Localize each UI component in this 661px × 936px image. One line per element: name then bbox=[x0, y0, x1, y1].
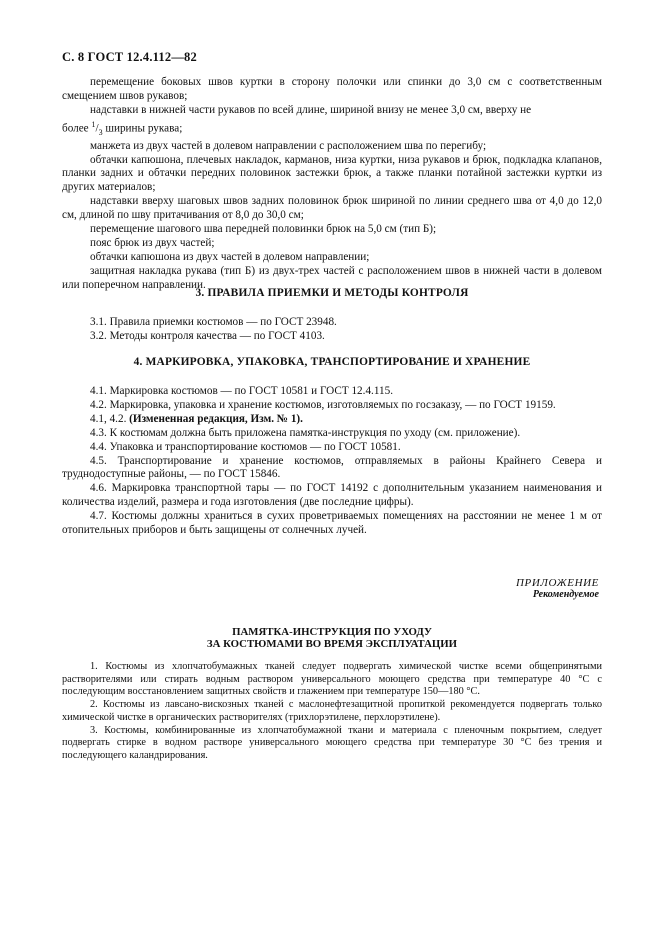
section-4-item: 4.1. Маркировка костюмов — по ГОСТ 10581 и ГОСТ 12.4.115. bbox=[90, 385, 394, 397]
section-4-item: 4.7. Костюмы должны храниться в сухих проветриваемых помещениях на расстоянии не менее 1 м от отопительных приборов и быть защищены от солнечных лучей. bbox=[62, 510, 602, 537]
intro-paragraph: защитная накладка рукава (тип Б) из двух-трех частей с расположением швов в нижней части в долевом или поперечном направлении. bbox=[62, 264, 602, 291]
memo-item: 3. Костюмы, комбинированные из хлопчатобумажной ткани и материала с пленочным покрытием, следует подвергать стирке в водном растворе универсального моющего средства при температуре 30 °С без трения и последующего каландрирования. bbox=[62, 724, 602, 761]
section-3-heading: 3. ПРАВИЛА ПРИЕМКИ И МЕТОДЫ КОНТРОЛЯ bbox=[195, 287, 469, 299]
memo-title bbox=[62, 627, 602, 650]
section-4-item: 4.6. Маркировка транспортной тары — по ГОСТ 14192 с дополнительным указанием наименования и количества изделий, размера и года изготовления (две последние цифры). bbox=[62, 482, 602, 509]
appendix-label bbox=[516, 577, 599, 600]
memo-body bbox=[62, 661, 602, 763]
intro-paragraph: обтачки капюшона, плечевых накладок, карманов, низа куртки, низа рукавов и брюк, подкладка клапанов, планки задних и обтачки передних половинок застежки брюк, а также планки потайной застежки куртки из других материалов; bbox=[62, 153, 602, 194]
section-3-body bbox=[62, 316, 602, 344]
section-4-item: 4.2. Маркировка, упаковка и хранение костюмов, изготовляемых по госзаказу, — по ГОСТ 19159. bbox=[90, 398, 556, 411]
section-3-item: 3.1. Правила приемки костюмов — по ГОСТ 23948. bbox=[90, 316, 337, 328]
section-4-body bbox=[62, 385, 602, 538]
section-3-item: 3.2. Методы контроля качества — по ГОСТ 4103. bbox=[90, 329, 325, 342]
appendix-title: ПРИЛОЖЕНИЕ bbox=[516, 577, 599, 589]
memo-title-line: ЗА КОСТЮМАМИ ВО ВРЕМЯ ЭКСПЛУАТАЦИИ bbox=[206, 637, 458, 650]
fraction-paragraph: более $^1/_3$ ширины рукава; bbox=[62, 119, 183, 137]
intro-paragraph: манжета из двух частей в долевом направлении с расположением шва по перегибу; bbox=[90, 139, 487, 152]
intro-paragraph: надставки вверху шаговых швов задних половинок брюк шириной по линии среднего шва от 4,0 до 12,0 см, длиной по шву притачивания от 8,0 до 30,0 см; bbox=[62, 195, 602, 222]
section-4-heading: 4. МАРКИРОВКА, УПАКОВКА, ТРАНСПОРТИРОВАНИЕ И ХРАНЕНИЕ bbox=[133, 356, 531, 368]
section-4-item: 4.5. Транспортирование и хранение костюмов, отправляемых в районы Крайнего Севера и труднодоступные районы, — по ГОСТ 15846. bbox=[62, 454, 602, 481]
memo-item: 1. Костюмы из хлопчатобумажных тканей следует подвергать химической чистке всеми общепринятыми растворителями или стирать водным раствором универсального моющего средства при температуре 40 °С с последующим восстановлением защитных свойств и глажением при температуре 150—180 °С. bbox=[62, 661, 602, 698]
amendment-note: 4.1, 4.2. (Измененная редакция, Изм. № 1). bbox=[90, 412, 303, 425]
intro-paragraph: перемещение шагового шва передней половинки брюк на 5,0 см (тип Б); bbox=[90, 223, 437, 236]
section-4-item: 4.4. Упаковка и транспортирование костюмов — по ГОСТ 10581. bbox=[90, 440, 401, 453]
intro-paragraph: перемещение боковых швов куртки в сторону полочки или спинки до 3,0 см с соответственным смещением швов рукавов; bbox=[62, 76, 602, 102]
memo-item: 2. Костюмы из лавсано-вискозных тканей с маслонефтезащитной пропиткой рекомендуется подвергать только химической чистке в органических растворителях (трихлорэтилене, перхлорэтилене). bbox=[62, 699, 602, 723]
intro-paragraph: надставки в нижней части рукавов по всей длине, шириной внизу не менее 3,0 см, вверху не bbox=[90, 103, 532, 116]
intro-paragraph: обтачки капюшона из двух частей в долевом направлении; bbox=[90, 250, 370, 263]
page-header: С. 8 ГОСТ 12.4.112—82 bbox=[62, 50, 197, 64]
appendix-note: Рекомендуемое bbox=[532, 589, 599, 600]
intro-paragraph: пояс брюк из двух частей; bbox=[90, 236, 215, 249]
intro-block bbox=[62, 76, 602, 293]
memo-title-line: ПАМЯТКА-ИНСТРУКЦИЯ ПО УХОДУ bbox=[232, 626, 432, 638]
section-4-item: 4.3. К костюмам должна быть приложена памятка-инструкция по уходу (см. приложение). bbox=[90, 426, 521, 439]
